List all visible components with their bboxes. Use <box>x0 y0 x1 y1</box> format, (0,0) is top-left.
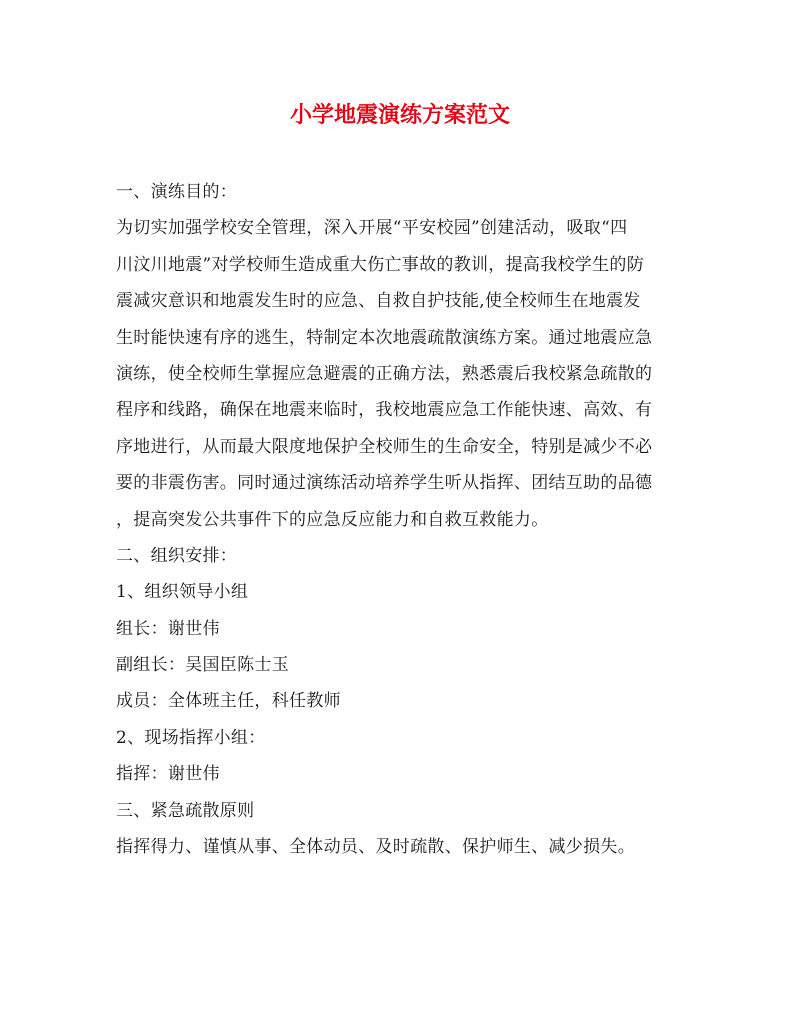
section-heading-organization: 二、组织安排： <box>116 545 238 566</box>
group-leader-line: 组长：谢世伟 <box>116 618 220 639</box>
paragraph-line: 震减灾意识和地震发生时的应急、自救自护技能,使全校师生在地震发 <box>116 291 641 312</box>
paragraph-line: ，提高突发公共事件下的应急反应能力和自救互救能力。 <box>116 509 549 530</box>
paragraph-line: 生时能快速有序的逃生，特制定本次地震疏散演练方案。通过地震应急 <box>116 327 653 348</box>
members-line: 成员：全体班主任，科任教师 <box>116 691 341 712</box>
commander-line: 指挥：谢世伟 <box>116 764 220 785</box>
paragraph-line: 演练，使全校师生掌握应急避震的正确方法，熟悉震后我校紧急疏散的 <box>116 363 653 384</box>
paragraph-line: 序地进行，从而最大限度地保护全校师生的生命安全，特别是减少不必 <box>116 436 653 457</box>
document-title: 小学地震演练方案范文 <box>289 102 510 128</box>
document-body <box>116 174 686 865</box>
deputy-leader-line: 副组长：吴国臣陈士玉 <box>116 655 289 676</box>
paragraph-line: 要的非震伤害。同时通过演练活动培养学生听从指挥、团结互助的品德 <box>116 473 653 494</box>
subsection-heading-leadership-group: 1、组织领导小组 <box>116 582 249 603</box>
section-heading-evacuation-principles: 三、紧急疏散原则 <box>116 800 255 821</box>
subsection-heading-command-group: 2、现场指挥小组： <box>116 727 266 748</box>
paragraph-line: 程序和线路，确保在地震来临时，我校地震应急工作能快速、高效、有 <box>116 400 653 421</box>
paragraph-line: 为切实加强学校安全管理，深入开展“平安校园”创建活动，吸取“四 <box>116 218 628 239</box>
section-heading-purpose: 一、演练目的： <box>116 182 238 202</box>
principles-line: 指挥得力、谨慎从事、全体动员、及时疏散、保护师生、减少损失。 <box>116 837 635 858</box>
paragraph-line: 川汶川地震”对学校师生造成重大伤亡事故的教训，提高我校学生的防 <box>116 254 644 275</box>
